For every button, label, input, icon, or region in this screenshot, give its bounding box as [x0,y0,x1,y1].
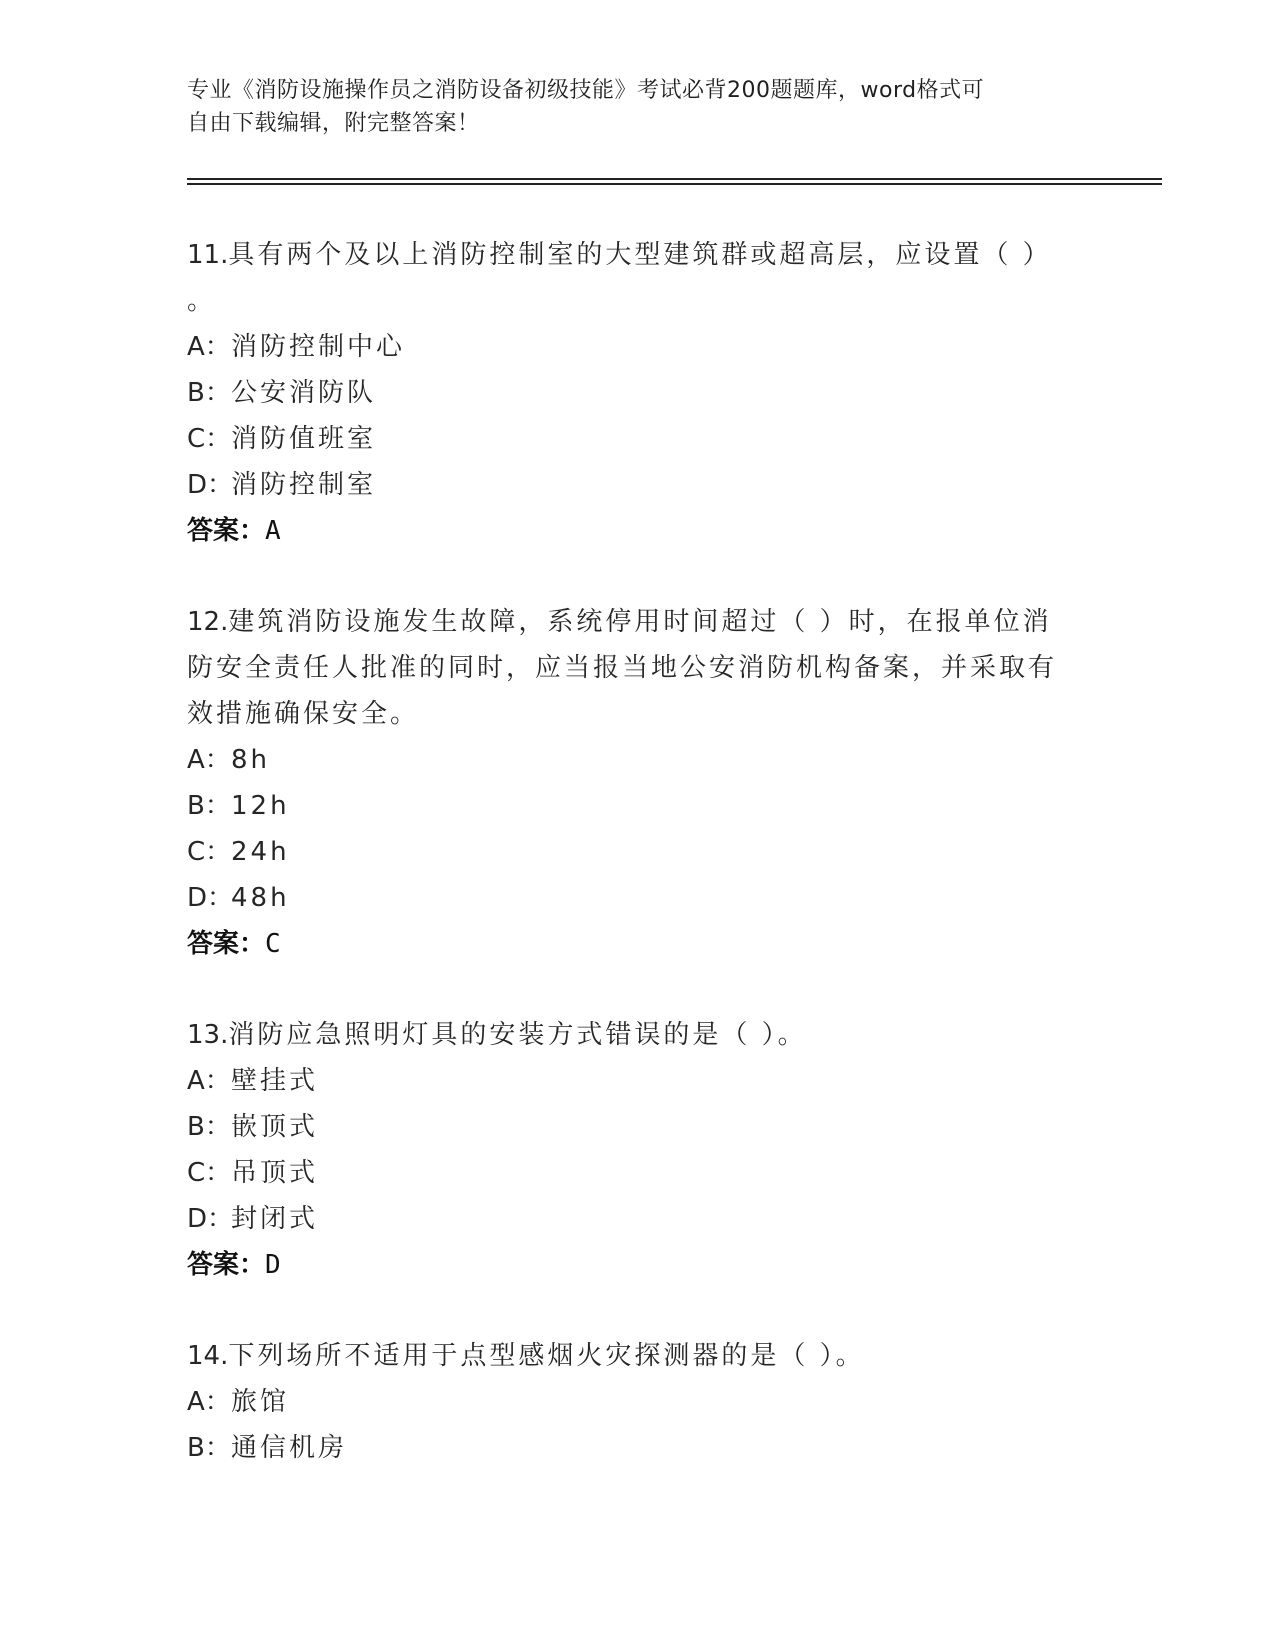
answer-option [187,1425,1087,1471]
option-text: 吊顶式 [231,1158,319,1188]
question-item [187,1333,1087,1471]
answer-option [187,1104,1087,1150]
option-text: 通信机房 [231,1433,348,1463]
header-line-2: 自由下载编辑，附完整答案！ [187,111,480,136]
option-letter: D： [187,470,234,500]
option-text: 消防值班室 [231,424,377,454]
answer-option [187,416,1087,462]
option-text: 壁挂式 [231,1066,319,1096]
option-letter: A： [187,1066,231,1096]
question-stem [187,232,1087,278]
answer-option [187,875,1087,921]
option-text: 公安消防队 [231,378,377,408]
option-letter: A： [187,1387,231,1417]
option-letter: B： [187,1433,231,1463]
question-item [187,599,1087,967]
question-stem [187,1333,1087,1379]
answer-label: 答案： [187,1250,266,1280]
answer-key [187,508,1087,554]
option-text: 消防控制中心 [231,332,406,362]
question-number: 11. [187,240,229,270]
question-stem [187,1012,1087,1058]
answer-option [187,1058,1087,1104]
option-text: 12h [231,791,290,821]
option-letter: B： [187,378,231,408]
option-letter: D： [187,883,234,913]
option-text: 封闭式 [231,1204,319,1234]
answer-option [187,829,1087,875]
question-stem-text: 具有两个及以上消防控制室的大型建筑群或超高层，应设置（ ） [228,240,1052,270]
answer-option [187,737,1087,783]
question-number: 14. [187,1341,229,1371]
answer-option [187,783,1087,829]
answer-option [187,370,1087,416]
header-divider-top [187,178,1162,180]
answer-option [187,1379,1087,1425]
question-item [187,1012,1087,1288]
header-line-1: 专业《消防设施操作员之消防设备初级技能》考试必背200题题库，word格式可 [187,78,985,103]
document-header [187,74,1067,140]
option-letter: B： [187,1112,231,1142]
question-item [187,232,1087,554]
option-text: 嵌顶式 [231,1112,319,1142]
question-stem [187,691,1087,737]
option-letter: D： [187,1204,234,1234]
answer-option [187,324,1087,370]
answer-option [187,462,1087,508]
answer-label: 答案： [187,516,266,546]
question-stem-text: 防安全责任人批准的同时，应当报当地公安消防机构备案，并采取有 [187,653,1058,683]
option-text: 8h [231,745,271,775]
option-letter: C： [187,424,232,454]
option-text: 24h [231,837,290,867]
option-text: 48h [231,883,290,913]
option-letter: A： [187,332,231,362]
option-text: 消防控制室 [231,470,377,500]
option-text: 旅馆 [231,1387,290,1417]
question-stem-text: 。 [187,286,217,316]
option-letter: B： [187,791,231,821]
answer-option [187,1196,1087,1242]
answer-key [187,1242,1087,1288]
answer-option [187,1150,1087,1196]
answer-key [187,921,1087,967]
answer-value: A [265,516,281,546]
answer-value: D [265,1250,281,1280]
question-stem-text: 下列场所不适用于点型感烟火灾探测器的是（ ）。 [228,1341,865,1371]
question-list [187,232,1087,1516]
header-divider-bottom [187,183,1162,185]
question-number: 13. [187,1020,229,1050]
question-stem-text: 效措施确保安全。 [187,699,420,729]
question-number: 12. [187,607,229,637]
question-stem [187,599,1087,645]
question-stem [187,278,1087,324]
answer-label: 答案： [187,929,266,959]
question-stem-text: 建筑消防设施发生故障，系统停用时间超过（ ）时，在报单位消 [228,607,1052,637]
question-stem-text: 消防应急照明灯具的安装方式错误的是（ ）。 [228,1020,807,1050]
option-letter: A： [187,745,231,775]
option-letter: C： [187,837,232,867]
question-stem [187,645,1087,691]
option-letter: C： [187,1158,232,1188]
answer-value: C [265,929,281,959]
